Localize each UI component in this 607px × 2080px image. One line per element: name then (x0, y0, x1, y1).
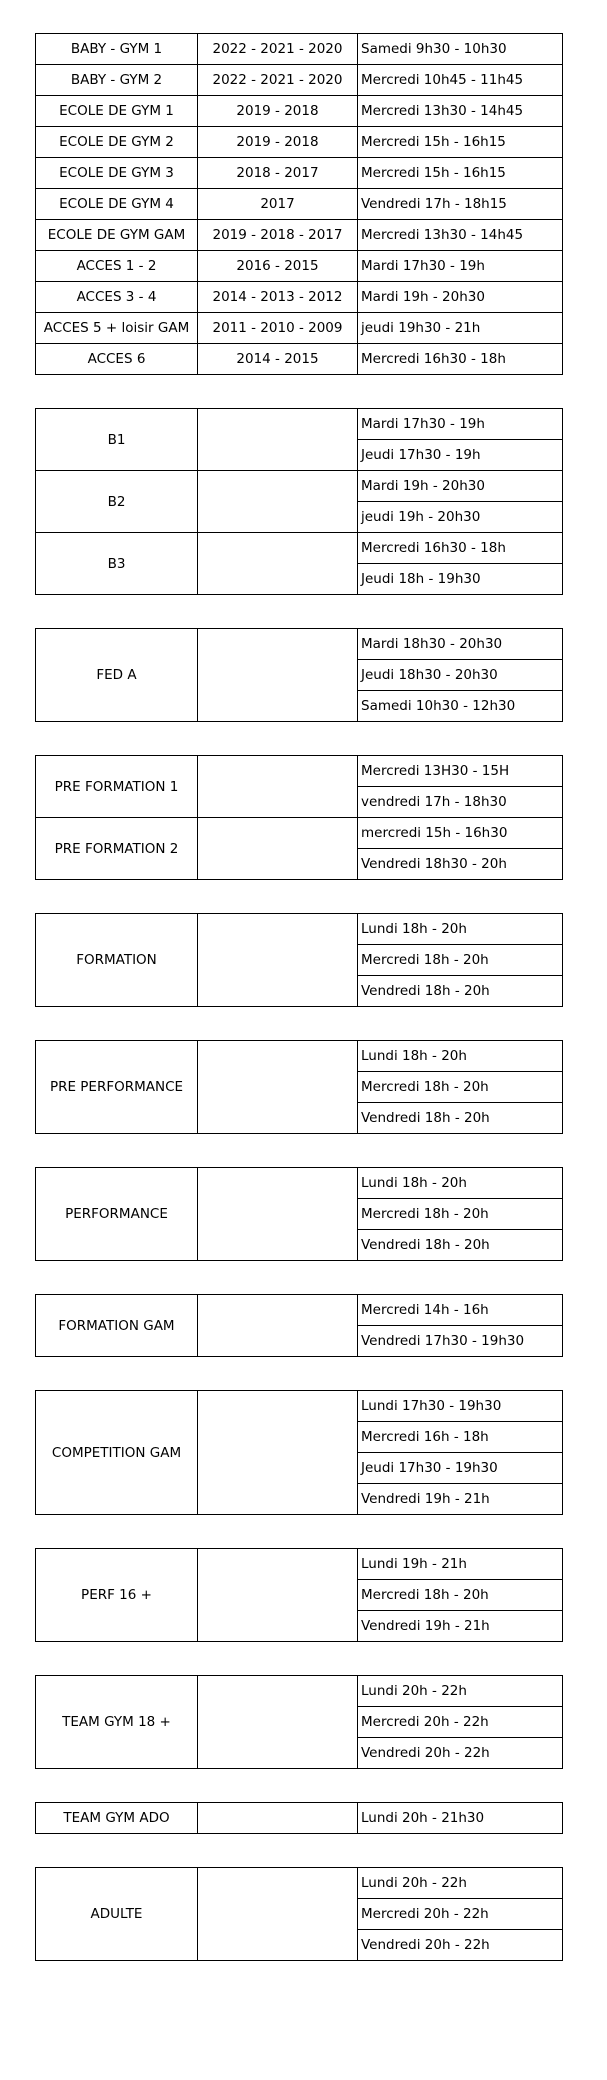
table-row (36, 251, 563, 282)
table-row (36, 96, 563, 127)
table-row (36, 1168, 563, 1199)
group-name-cell: BABY - GYM 2 (36, 65, 198, 96)
group-schedule-table (35, 1867, 563, 1961)
session-time-cell: Vendredi 20h - 22h (358, 1738, 563, 1769)
birth-years-cell: 2019 - 2018 (198, 127, 358, 158)
session-time-cell: Mercredi 15h - 16h15 (358, 158, 563, 189)
group-name-cell: B3 (36, 533, 198, 595)
group-name-cell: TEAM GYM 18 + (36, 1676, 198, 1769)
group-name-cell: B1 (36, 409, 198, 471)
birth-years-cell (198, 914, 358, 1007)
session-time-cell: Lundi 20h - 22h (358, 1676, 563, 1707)
group-name-cell: FORMATION GAM (36, 1295, 198, 1357)
table-row (36, 127, 563, 158)
session-time-cell: Mercredi 13h30 - 14h45 (358, 220, 563, 251)
group-name-cell: ADULTE (36, 1868, 198, 1961)
group-name-cell: FORMATION (36, 914, 198, 1007)
session-time-cell: Mercredi 13h30 - 14h45 (358, 96, 563, 127)
table-row (36, 914, 563, 945)
session-time-cell: Samedi 9h30 - 10h30 (358, 34, 563, 65)
birth-years-cell (198, 629, 358, 722)
group-schedule-table (35, 1548, 563, 1642)
group-name-cell: TEAM GYM ADO (36, 1803, 198, 1834)
session-time-cell: Mardi 18h30 - 20h30 (358, 629, 563, 660)
table-row (36, 1549, 563, 1580)
age-group-schedule-table (35, 33, 563, 375)
group-schedule-table (35, 1294, 563, 1357)
session-time-cell: Jeudi 17h30 - 19h30 (358, 1453, 563, 1484)
group-schedule-table (35, 755, 563, 880)
session-time-cell: Vendredi 19h - 21h (358, 1611, 563, 1642)
session-time-cell: Mercredi 10h45 - 11h45 (358, 65, 563, 96)
session-time-cell: Mercredi 16h30 - 18h (358, 533, 563, 564)
birth-years-cell (198, 1168, 358, 1261)
group-name-cell: PRE FORMATION 1 (36, 756, 198, 818)
session-time-cell: Mercredi 20h - 22h (358, 1899, 563, 1930)
group-name-cell: PRE PERFORMANCE (36, 1041, 198, 1134)
group-name-cell: FED A (36, 629, 198, 722)
table-row (36, 34, 563, 65)
session-time-cell: Mercredi 16h - 18h (358, 1422, 563, 1453)
table-row (36, 1041, 563, 1072)
birth-years-cell (198, 1803, 358, 1834)
table-row (36, 533, 563, 564)
session-time-cell: jeudi 19h30 - 21h (358, 313, 563, 344)
group-name-cell: ACCES 3 - 4 (36, 282, 198, 313)
table-row (36, 756, 563, 787)
group-schedule-table (35, 913, 563, 1007)
table-row (36, 158, 563, 189)
birth-years-cell: 2019 - 2018 - 2017 (198, 220, 358, 251)
birth-years-cell: 2019 - 2018 (198, 96, 358, 127)
birth-years-cell: 2022 - 2021 - 2020 (198, 65, 358, 96)
group-schedule-table (35, 1675, 563, 1769)
birth-years-cell (198, 1868, 358, 1961)
session-time-cell: Jeudi 17h30 - 19h (358, 440, 563, 471)
session-time-cell: Lundi 18h - 20h (358, 914, 563, 945)
group-name-cell: ECOLE DE GYM GAM (36, 220, 198, 251)
birth-years-cell: 2018 - 2017 (198, 158, 358, 189)
table-row (36, 1295, 563, 1326)
session-time-cell: Jeudi 18h - 19h30 (358, 564, 563, 595)
session-time-cell: Vendredi 19h - 21h (358, 1484, 563, 1515)
session-time-cell: Lundi 20h - 22h (358, 1868, 563, 1899)
group-schedule-table (35, 1390, 563, 1515)
birth-years-cell (198, 1549, 358, 1642)
group-schedule-table (35, 1802, 563, 1834)
group-name-cell: ECOLE DE GYM 4 (36, 189, 198, 220)
group-name-cell: COMPETITION GAM (36, 1391, 198, 1515)
group-name-cell: PRE FORMATION 2 (36, 818, 198, 880)
session-time-cell: Samedi 10h30 - 12h30 (358, 691, 563, 722)
birth-years-cell (198, 533, 358, 595)
session-time-cell: Mercredi 20h - 22h (358, 1707, 563, 1738)
table-row (36, 344, 563, 375)
table-row (36, 282, 563, 313)
session-time-cell: Mardi 19h - 20h30 (358, 282, 563, 313)
group-name-cell: PERF 16 + (36, 1549, 198, 1642)
session-time-cell: Mercredi 18h - 20h (358, 1199, 563, 1230)
group-name-cell: ECOLE DE GYM 1 (36, 96, 198, 127)
session-time-cell: Vendredi 18h - 20h (358, 976, 563, 1007)
group-name-cell: ECOLE DE GYM 3 (36, 158, 198, 189)
session-time-cell: Mercredi 18h - 20h (358, 1580, 563, 1611)
table-row (36, 313, 563, 344)
group-schedule-table (35, 1040, 563, 1134)
session-time-cell: Mardi 19h - 20h30 (358, 471, 563, 502)
group-name-cell: ACCES 1 - 2 (36, 251, 198, 282)
session-time-cell: Mardi 17h30 - 19h (358, 251, 563, 282)
session-time-cell: Vendredi 18h30 - 20h (358, 849, 563, 880)
session-time-cell: Mercredi 18h - 20h (358, 1072, 563, 1103)
session-time-cell: Jeudi 18h30 - 20h30 (358, 660, 563, 691)
session-time-cell: Mercredi 14h - 16h (358, 1295, 563, 1326)
session-time-cell: Lundi 18h - 20h (358, 1041, 563, 1072)
birth-years-cell: 2011 - 2010 - 2009 (198, 313, 358, 344)
birth-years-cell (198, 409, 358, 471)
table-row (36, 1803, 563, 1834)
session-time-cell: Lundi 19h - 21h (358, 1549, 563, 1580)
session-time-cell: Vendredi 17h30 - 19h30 (358, 1326, 563, 1357)
session-time-cell: Lundi 20h - 21h30 (358, 1803, 563, 1834)
table-row (36, 65, 563, 96)
session-time-cell: Lundi 17h30 - 19h30 (358, 1391, 563, 1422)
birth-years-cell (198, 1391, 358, 1515)
birth-years-cell (198, 1041, 358, 1134)
table-row (36, 189, 563, 220)
birth-years-cell (198, 818, 358, 880)
birth-years-cell: 2016 - 2015 (198, 251, 358, 282)
session-time-cell: Mardi 17h30 - 19h (358, 409, 563, 440)
birth-years-cell (198, 1295, 358, 1357)
birth-years-cell (198, 756, 358, 818)
birth-years-cell (198, 471, 358, 533)
table-row (36, 471, 563, 502)
group-schedule-table (35, 628, 563, 722)
birth-years-cell: 2022 - 2021 - 2020 (198, 34, 358, 65)
session-time-cell: Lundi 18h - 20h (358, 1168, 563, 1199)
table-row (36, 1868, 563, 1899)
session-time-cell: Vendredi 18h - 20h (358, 1103, 563, 1134)
group-name-cell: ACCES 5 + loisir GAM (36, 313, 198, 344)
session-time-cell: Mercredi 15h - 16h15 (358, 127, 563, 158)
table-row (36, 818, 563, 849)
group-schedule-table (35, 408, 563, 595)
group-name-cell: ECOLE DE GYM 2 (36, 127, 198, 158)
session-time-cell: jeudi 19h - 20h30 (358, 502, 563, 533)
group-name-cell: BABY - GYM 1 (36, 34, 198, 65)
session-time-cell: Mercredi 18h - 20h (358, 945, 563, 976)
session-time-cell: Vendredi 17h - 18h15 (358, 189, 563, 220)
session-time-cell: Mercredi 13H30 - 15H (358, 756, 563, 787)
group-name-cell: ACCES 6 (36, 344, 198, 375)
table-row (36, 629, 563, 660)
birth-years-cell: 2014 - 2013 - 2012 (198, 282, 358, 313)
table-row (36, 1391, 563, 1422)
session-time-cell: Vendredi 20h - 22h (358, 1930, 563, 1961)
table-row (36, 409, 563, 440)
birth-years-cell: 2017 (198, 189, 358, 220)
session-time-cell: mercredi 15h - 16h30 (358, 818, 563, 849)
session-time-cell: Vendredi 18h - 20h (358, 1230, 563, 1261)
table-row (36, 1676, 563, 1707)
session-time-cell: vendredi 17h - 18h30 (358, 787, 563, 818)
group-name-cell: PERFORMANCE (36, 1168, 198, 1261)
birth-years-cell (198, 1676, 358, 1769)
schedule-document (35, 33, 562, 1961)
table-row (36, 220, 563, 251)
group-name-cell: B2 (36, 471, 198, 533)
group-schedule-table (35, 1167, 563, 1261)
birth-years-cell: 2014 - 2015 (198, 344, 358, 375)
session-time-cell: Mercredi 16h30 - 18h (358, 344, 563, 375)
